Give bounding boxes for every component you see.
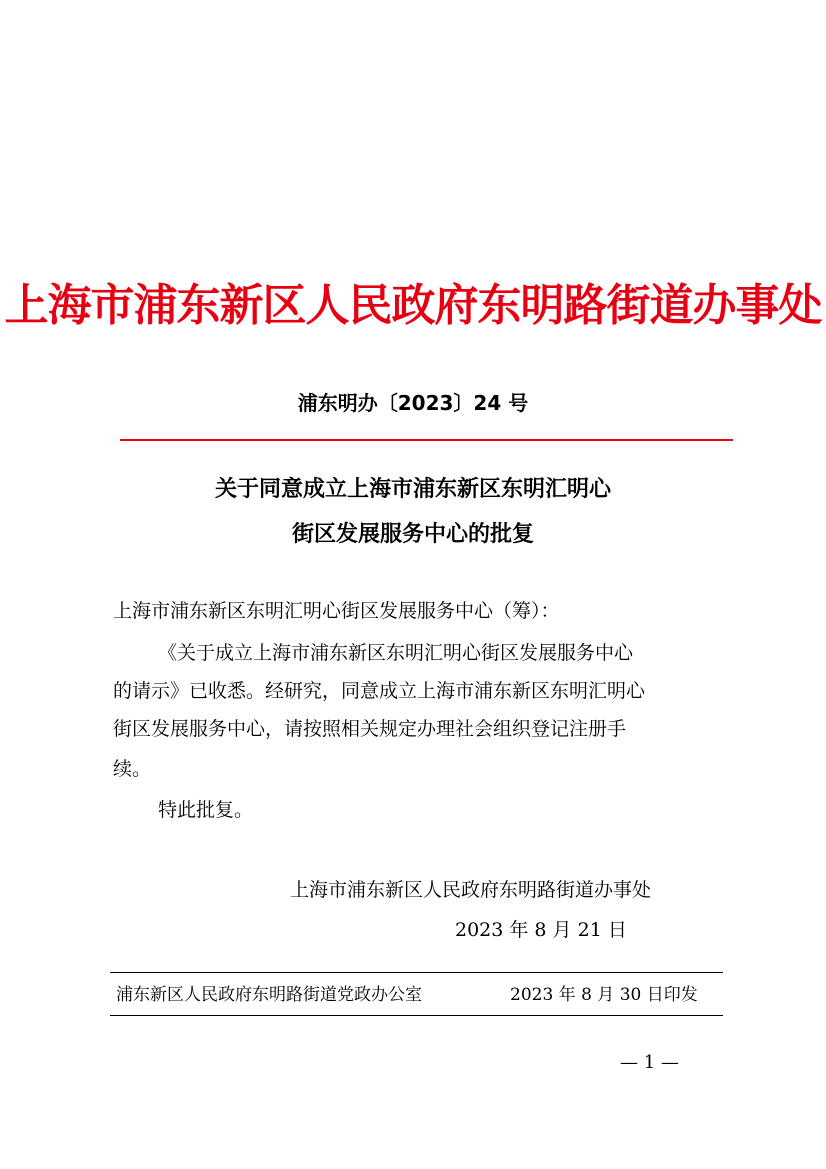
footer-bottom-rule (110, 1015, 723, 1016)
print-date: 2023 年 8 月 30 日印发 (510, 985, 698, 1005)
body-line-4: 续。 (113, 758, 152, 780)
document-title-line-2: 街区发展服务中心的批复 (291, 522, 534, 547)
body-line-3: 街区发展服务中心，请按照相关规定办理社会组织登记注册手 (113, 718, 627, 740)
document-number: 浦东明办〔2023〕24 号 (297, 391, 529, 415)
footer-top-rule (110, 972, 723, 973)
signature-organization: 上海市浦东新区人民政府东明路街道办事处 (290, 879, 652, 901)
document-title-line-1: 关于同意成立上海市浦东新区东明汇明心 (214, 477, 611, 502)
page-number: — 1 — (620, 1052, 679, 1073)
recipient-line: 上海市浦东新区东明汇明心街区发展服务中心（筹）： (113, 600, 560, 622)
print-office: 浦东新区人民政府东明路街道党政办公室 (116, 985, 422, 1005)
issuer-header: 上海市浦东新区人民政府东明路街道办事处 (4, 280, 822, 331)
closing-line: 特此批复。 (158, 799, 254, 821)
body-line-2: 的请示》已收悉。经研究，同意成立上海市浦东新区东明汇明心 (113, 680, 646, 702)
signature-date: 2023 年 8 月 21 日 (455, 919, 627, 941)
body-line-1: 《关于成立上海市浦东新区东明汇明心街区发展服务中心 (158, 642, 634, 664)
red-separator-line (120, 439, 733, 441)
